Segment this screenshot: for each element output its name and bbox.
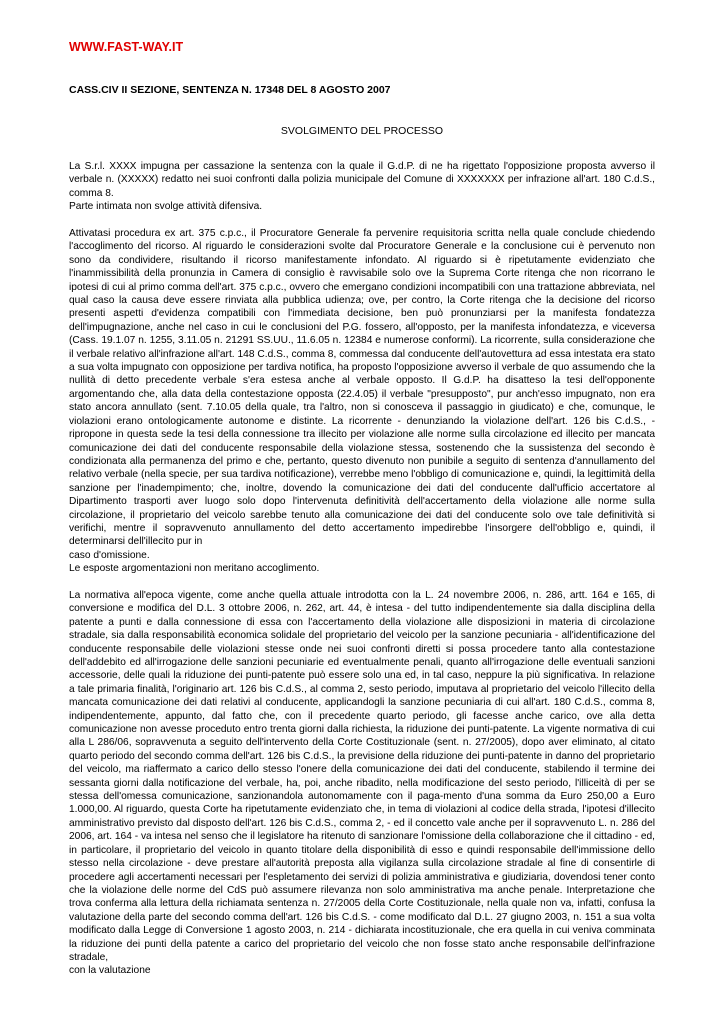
section-heading: SVOLGIMENTO DEL PROCESSO <box>280 125 444 137</box>
paragraph <box>69 160 655 214</box>
paragraph-line: con la valutazione <box>69 965 151 977</box>
paragraph-text: La S.r.l. XXXX impugna per cassazione la sentenza con la quale il G.d.P. di ne ha rigettato l'opposizione proposta avverso il verbale n. (XXXXX) redatto nei suoi confronti dalla polizia municipale del Comune di XXXXXXX per infrazione all'art. 180 C.d.S., comma 8. <box>69 161 655 199</box>
paragraph-text: La normativa all'epoca vigente, come anche quella attuale introdotta con la L. 24 novembre 2006, n. 286, artt. 164 e 165, di conversione e modifica del D.L. 3 ottobre 2006, n. 262, art. 44, è intesa - del tutto indipendentemente sia dalla disciplina della patente a punti e dalla connessione di essa con l'accertamento della violazione alle disposizioni in materia di circolazione stradale, sia dalla responsabilità economica solidale del proprietario del veicolo per la sanzione pecuniaria - all'identificazione del conducente responsabile delle violazioni stesse onde nei suoi confronti diretti si possa procedere tanto alla contestazione dell'addebito ed all'irrogazione delle sanzioni pecuniarie ed eventualmente penali, quanto all'irrogazione delle eventuali sanzioni accessorie, delle quali la riduzione dei punti-patente può essere solo una ed, in tal caso, neppure la più significativa. In relazione a tale primaria finalità, l'originario art. 126 bis C.d.S., al comma 2, sesto periodo, imputava al proprietario del veicolo l'illecito della mancata comunicazione dei dati relativi al conducente, applicandogli la sanzione pecuniaria di cui all'art. 180 C.d.S., comma 8, indipendentemente, appunto, dal fatto che, con il precedente quarto periodo, gli facesse anche carico, ove alla detta comunicazione non avesse proceduto entro trenta giorni dalla richiesta, la riduzione dei punti-patente. La vigente normativa di cui alla L 286/06, sopravvenuta a seguito dell'intervento della Corte Costituzionale (sent. n. 27/2005), dopo aver eliminato, al citato quarto periodo del secondo comma dell'art. 126 bis C.d.S., la previsione della riduzione dei punti-patente in danno del proprietario del veicolo, ma riaffermato a carico dello stesso l'onere della comunicazione dei dati del conducente, stabilendo il termine dei sessanta giorni dalla notificazione del verbale, ha, poi, anche ribadito, nella modificazione del sesto periodo, l'illiceità di per se stessa dell'omessa comunicazione, sanzionandola autonomamente con il paga-mento d'una somma da Euro 250,00 a Euro 1.000,00. Al riguardo, questa Corte ha ripetutamente evidenziato che, in tema di violazioni al codice della strada, l'ipotesi d'illecito amministrativo previsto dal disposto dell'art. 126 bis C.d.S., comma 2, - ed il concetto vale anche per il sopravvenuto L. n. 286 del 2006, art. 164 - va intesa nel senso che il legislatore ha ritenuto di sanzionare l'omissione della collaborazione che il cittadino - ed, in particolare, il proprietario del veicolo in quanto titolare della disponibilità di esso e quindi responsabile dell'immissione dello stesso nella circolazione - deve prestare all'autorità preposta alla vigilanza sulla circolazione stradale al fine di consentirle di procedere agli accertamenti necessari per l'espletamento dei servizi di polizia amministrativa e giudiziaria, dovendosi tener conto che la violazione delle norme del CdS può assumere rilevanza non solo amministrativa ma anche penale. Interpretazione che trova conferma alla lettura della richiamata sentenza n. 27/2005 della Corte Costituzionale, nella quale non va, infatti, confusa la valutazione della parte del secondo comma dell'art. 126 bis C.d.S. - come modificato dal D.L. 27 giugno 2003, n. 151 a sua volta modificato dalla Legge di Conversione 1 agosto 2003, n. 214 - dichiarata incostituzionale, che era quella in cui veniva comminata la riduzione dei punti della patente a carico del proprietario del veicolo che non fosse stato anche responsabile dell'infrazione stradale, <box>69 589 655 963</box>
document-body <box>69 160 655 991</box>
site-brand: WWW.FAST-WAY.IT <box>69 40 184 54</box>
paragraph <box>69 589 655 978</box>
paragraph-line: Le esposte argomentazioni non meritano accoglimento. <box>69 563 320 575</box>
paragraph <box>69 227 655 576</box>
document-title: CASS.CIV II SEZIONE, SENTENZA N. 17348 DEL 8 AGOSTO 2007 <box>69 84 391 96</box>
paragraph-text: Attivatasi procedura ex art. 375 c.p.c., il Procuratore Generale fa pervenire requisitoria scritta nella quale conclude chiedendo l'accoglimento del ricorso. Al riguardo le considerazioni svolte dal Procuratore Generale e la conclusione cui è pervenuto non sono da condividere, risultando il ricorso manifestamente infondato. Al riguardo si è ripetutamente evidenziato che l'inammissibilità della pronunzia in Camera di consiglio è ravvisabile solo ove la Suprema Corte ritenga che non ricorrano le ipotesi di cui al primo comma dell'art. 375 c.p.c., ovvero che emergano condizioni incompatibili con una trattazione abbreviata, nel qual caso la causa deve essere rinviata alla pubblica udienza; ove, per contro, la Corte ritenga che la decisione del ricorso presenti aspetti d'evidenza compatibili con l'immediata decisione, ben può pronunziarsi per la manifesta fondatezza dell'impugnazione, anche nel caso in cui le conclusioni del P.G. fossero, all'opposto, per la manifesta infondatezza, e viceversa (Cass. 19.1.07 n. 1255, 3.11.05 n. 21291 SS.UU., 11.6.05 n. 12384 e numerose conformi). La ricorrente, sulla considerazione che il verbale relativo all'infrazione all'art. 148 C.d.S., comma 8, commessa dal conducente dell'autovettura ad essa intestata era stato a sua volta impugnato con opposizione per tardiva notifica, ha proposto l'opposizione avverso il verbale de quo assumendo che la nullità di detto precedente verbale s'era estesa anche al verbale opposto. Il G.d.P. ha disatteso la tesi dell'opponente argomentando che, alla data della contestazione opposta (22.4.05) il verbale "presupposto", pur anch'esso impugnato, non era stato ancora annullato (sent. 7.10.05 della quale, tra l'altro, non si conosceva il passaggio in giudicato) e che, comunque, le violazioni erano ontologicamente autonome e distinte. La ricorrente - denunziando la violazione dell'art. 126 bis C.d.S., - ripropone in questa sede la tesi della connessione tra illecito per violazione alle norme sulla circolazione ed illecito per mancata comunicazione dei dati del conducente responsabile della violazione stessa, sostenendo che la sussistenza del secondo è condizionata alla permanenza del primo e che, pertanto, questo divenuto non punibile a seguito di sentenza d'annullamento del relativo verbale (nella specie, per sua tardiva notificazione), verrebbe meno l'obbligo di comunicazione e, quindi, la legittimità della sanzione per l'inadempimento; che, inoltre, dovendo la comunicazione dei dati del conducente dall'ufficio accertatore al Dipartimento trasporti aver luogo solo dopo l'intervenuta definitività dell'accertamento della violazione alle norme sulla circolazione, il proprietario del veicolo sarebbe tenuto alla comunicazione dei dati del conducente solo ove tale definitività si verifichi, mentre il sopravvenuto annullamento del detto accertamento impedirebbe l'insorgere dell'obbligo e, quindi, il determinarsi dell'illecito pur in <box>69 228 655 548</box>
paragraph-line: caso d'omissione. <box>69 549 150 561</box>
paragraph-line: Parte intimata non svolge attività difensiva. <box>69 201 263 213</box>
